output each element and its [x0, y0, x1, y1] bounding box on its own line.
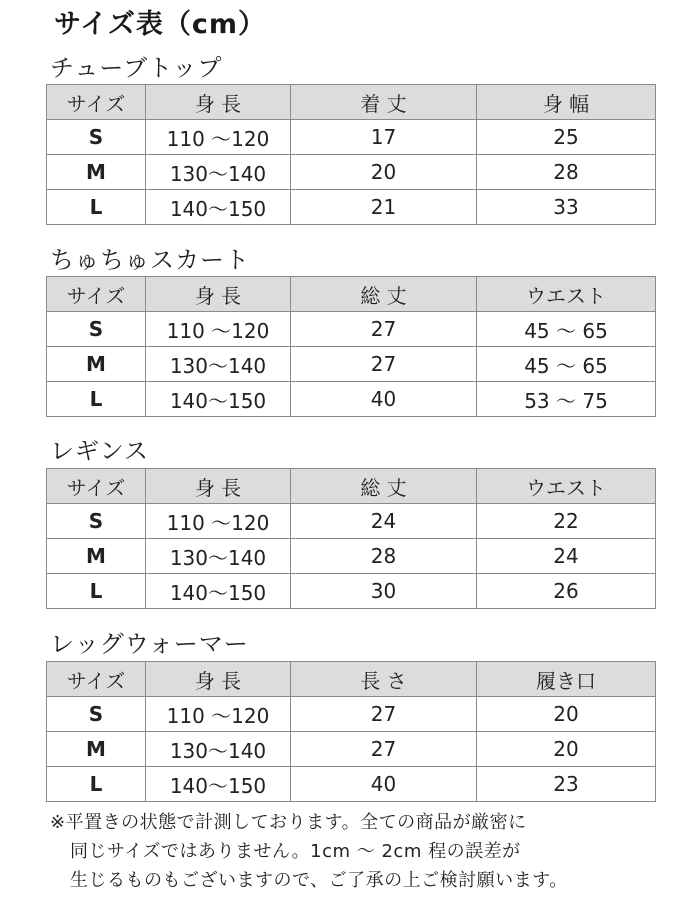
cell-size: M — [47, 155, 146, 190]
cell-height: 110 ～120 — [146, 697, 291, 732]
header-height: 身 長 — [146, 469, 291, 504]
note-line: ※平置きの状態で計測しております。全ての商品が厳密に — [50, 812, 527, 833]
table-header-row — [47, 85, 656, 120]
table-row — [47, 732, 656, 767]
cell-measure-2: 22 — [477, 504, 656, 539]
cell-measure-2: 20 — [477, 732, 656, 767]
cell-size: M — [47, 732, 146, 767]
table-header-row — [47, 469, 656, 504]
table-row — [47, 767, 656, 802]
cell-measure-1: 40 — [291, 767, 477, 802]
cell-measure-1: 21 — [291, 190, 477, 225]
size-table-tutu-skirt — [46, 276, 656, 417]
cell-height: 140～150 — [146, 382, 291, 417]
table-row — [47, 312, 656, 347]
header-measure-1: 総 丈 — [291, 277, 477, 312]
cell-measure-2: 45 ～ 65 — [477, 347, 656, 382]
cell-measure-2: 24 — [477, 539, 656, 574]
table-row — [47, 190, 656, 225]
cell-measure-1: 27 — [291, 347, 477, 382]
cell-height: 110 ～120 — [146, 312, 291, 347]
cell-measure-2: 23 — [477, 767, 656, 802]
table-row — [47, 697, 656, 732]
table-row — [47, 504, 656, 539]
header-size: サイズ — [47, 662, 146, 697]
cell-measure-2: 45 ～ 65 — [477, 312, 656, 347]
cell-height: 130～140 — [146, 155, 291, 190]
cell-measure-1: 27 — [291, 312, 477, 347]
cell-measure-1: 40 — [291, 382, 477, 417]
header-measure-2: ウエスト — [477, 277, 656, 312]
cell-height: 130～140 — [146, 732, 291, 767]
cell-size: M — [47, 539, 146, 574]
cell-size: L — [47, 190, 146, 225]
header-height: 身 長 — [146, 277, 291, 312]
note-line: 同じサイズではありません。1cm ～ 2cm 程の誤差が — [70, 841, 521, 862]
table-row — [47, 155, 656, 190]
header-measure-1: 長 さ — [291, 662, 477, 697]
size-table-leg-warmer — [46, 661, 656, 802]
cell-size: L — [47, 382, 146, 417]
cell-height: 140～150 — [146, 574, 291, 609]
cell-height: 140～150 — [146, 190, 291, 225]
cell-size: L — [47, 574, 146, 609]
table-row — [47, 574, 656, 609]
header-height: 身 長 — [146, 662, 291, 697]
table-header-row — [47, 277, 656, 312]
cell-measure-2: 25 — [477, 120, 656, 155]
note-line: 生じるものもございますので、ご了承の上ご検討願います。 — [70, 870, 568, 891]
cell-measure-1: 27 — [291, 697, 477, 732]
cell-measure-2: 33 — [477, 190, 656, 225]
cell-measure-1: 28 — [291, 539, 477, 574]
cell-size: S — [47, 504, 146, 539]
header-size: サイズ — [47, 277, 146, 312]
cell-measure-2: 26 — [477, 574, 656, 609]
section-title-leggings: レギンス — [50, 437, 150, 465]
cell-measure-1: 27 — [291, 732, 477, 767]
cell-size: S — [47, 697, 146, 732]
cell-measure-2: 20 — [477, 697, 656, 732]
table-row — [47, 120, 656, 155]
header-measure-1: 総 丈 — [291, 469, 477, 504]
header-size: サイズ — [47, 469, 146, 504]
section-title-leg-warmer: レッグウォーマー — [50, 630, 249, 658]
cell-measure-2: 28 — [477, 155, 656, 190]
cell-height: 110 ～120 — [146, 504, 291, 539]
cell-size: S — [47, 120, 146, 155]
header-measure-1: 着 丈 — [291, 85, 477, 120]
header-height: 身 長 — [146, 85, 291, 120]
cell-size: S — [47, 312, 146, 347]
page-title: サイズ表（cm） — [54, 9, 266, 40]
table-row — [47, 539, 656, 574]
header-measure-2: 履き口 — [477, 662, 656, 697]
section-title-tube-top: チューブトップ — [50, 54, 223, 82]
header-measure-2: ウエスト — [477, 469, 656, 504]
table-row — [47, 347, 656, 382]
size-table-tube-top — [46, 84, 656, 225]
size-table-leggings — [46, 468, 656, 609]
cell-measure-1: 24 — [291, 504, 477, 539]
cell-size: L — [47, 767, 146, 802]
cell-height: 110 ～120 — [146, 120, 291, 155]
cell-measure-1: 20 — [291, 155, 477, 190]
header-size: サイズ — [47, 85, 146, 120]
cell-measure-1: 30 — [291, 574, 477, 609]
cell-measure-1: 17 — [291, 120, 477, 155]
measurement-note — [50, 808, 568, 895]
header-measure-2: 身 幅 — [477, 85, 656, 120]
table-row — [47, 382, 656, 417]
cell-height: 130～140 — [146, 347, 291, 382]
table-header-row — [47, 662, 656, 697]
cell-size: M — [47, 347, 146, 382]
section-title-tutu-skirt: ちゅちゅスカート — [50, 246, 250, 274]
cell-measure-2: 53 ～ 75 — [477, 382, 656, 417]
cell-height: 130～140 — [146, 539, 291, 574]
cell-height: 140～150 — [146, 767, 291, 802]
